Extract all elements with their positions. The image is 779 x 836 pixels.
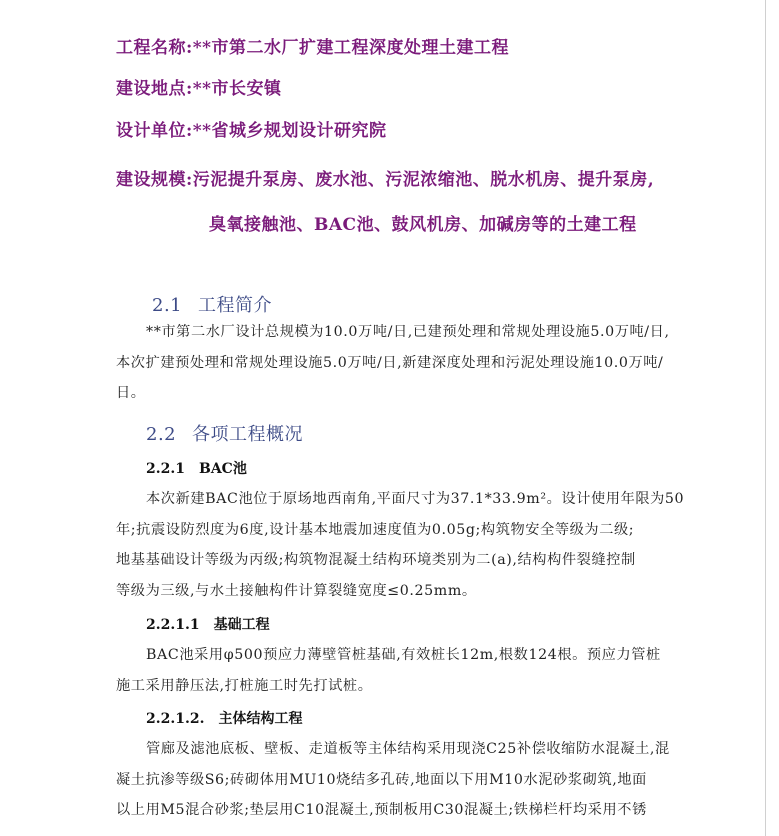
section-heading-2-2-1 (146, 458, 247, 478)
section-title: 工程简介 (198, 295, 272, 316)
paragraph-line: 本次扩建预处理和常规处理设施5.0万吨/日,新建深度处理和污泥处理设施10.0万吨/ (116, 354, 664, 371)
project-designer-label: 设计单位: (116, 121, 193, 141)
paragraph-line: **市第二水厂设计总规模为10.0万吨/日,已建预处理和常规处理设施5.0万吨/日, (146, 324, 670, 340)
paragraph-line: BAC池采用φ500预应力薄壁管桩基础,有效桩长12m,根数124根。预应力管桩 (146, 647, 661, 663)
paragraph-line: 管廊及滤池底板、壁板、走道板等主体结构采用现浇C25补偿收缩防水混凝土,混 (146, 741, 670, 757)
project-name-value: **市第二水厂扩建工程深度处理土建工程 (192, 38, 510, 58)
paragraph-line: 年;抗震设防烈度为6度,设计基本地震加速度值为0.05g;构筑物安全等级为二级; (116, 521, 635, 538)
section-heading-2-2-1-2 (146, 708, 302, 728)
paragraph-line: 日。 (116, 385, 146, 401)
section-heading-2-2 (146, 420, 303, 446)
project-scale-row-2 (209, 210, 637, 235)
project-name-row (116, 33, 509, 58)
section-heading-2-1 (152, 291, 272, 317)
section-title: 主体结构工程 (218, 711, 303, 727)
project-scale-value-line2: 臭氧接触池、BAC池、鼓风机房、加碱房等的土建工程 (209, 215, 637, 235)
paragraph-2-2-1 (116, 484, 724, 606)
paragraph-line: 等级为三级,与水土接触构件计算裂缝宽度≤0.25mm。 (116, 582, 477, 599)
paragraph-2-2-1-2 (116, 734, 724, 826)
section-number: 2.2.1.1 (146, 617, 200, 633)
section-title: 各项工程概况 (192, 424, 303, 445)
project-designer-row (116, 116, 387, 141)
paragraph-line: 凝土抗渗等级S6;砖砌体用MU10烧结多孔砖,地面以下用M10水泥砂浆砌筑,地面 (116, 771, 647, 788)
paragraph-line: 以上用M5混合砂浆;垫层用C10混凝土,预制板用C30混凝土;铁梯栏杆均采用不锈 (116, 802, 647, 818)
section-title: 基础工程 (213, 617, 270, 633)
paragraph-line: 施工采用静压法,打桩施工时先打试桩。 (116, 677, 373, 694)
project-scale-label: 建设规模: (116, 170, 193, 190)
project-location-row (116, 74, 282, 99)
section-number: 2.2.1 (146, 461, 185, 477)
section-number: 2.2.1.2. (146, 711, 205, 727)
paragraph-line: 地基基础设计等级为丙级;构筑物混凝土结构环境类别为二(a),结构构件裂缝控制 (116, 552, 636, 568)
section-number: 2.2 (146, 424, 177, 445)
paragraph-2-2-1-1 (116, 640, 724, 701)
section-number: 2.1 (152, 295, 183, 316)
section-heading-2-2-1-1 (146, 614, 270, 634)
paragraph-line: 本次新建BAC池位于原场地西南角,平面尺寸为37.1*33.9m²。设计使用年限为50 (146, 491, 685, 507)
project-name-label: 工程名称: (116, 38, 193, 58)
project-designer-value: **省城乡规划设计研究院 (192, 121, 387, 141)
paragraph-2-1 (116, 317, 724, 409)
project-scale-row (116, 165, 654, 190)
project-scale-value-line1: 污泥提升泵房、废水池、污泥浓缩池、脱水机房、提升泵房, (192, 170, 655, 190)
section-title: BAC池 (198, 461, 247, 477)
project-location-value: **市长安镇 (192, 79, 282, 99)
project-location-label: 建设地点: (116, 79, 193, 99)
